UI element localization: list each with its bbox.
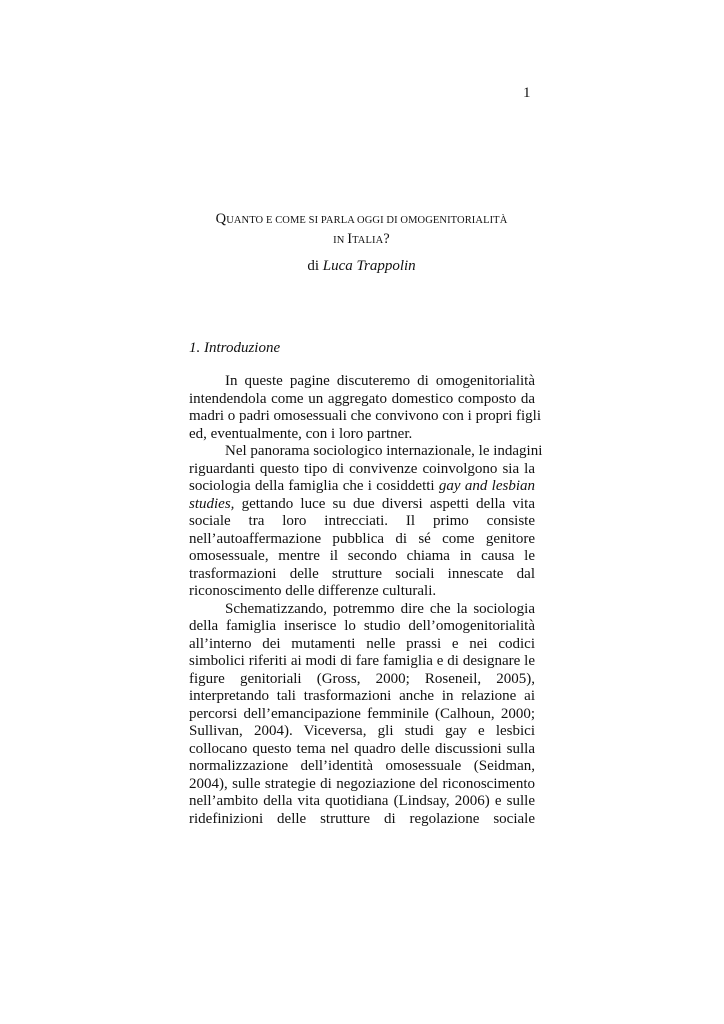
body-text-run: riguardanti questo tipo di convivenze coinvolgono sia la <box>189 460 535 477</box>
body-line <box>189 706 535 724</box>
body-line <box>189 513 535 531</box>
document-title <box>188 210 535 250</box>
body-text-run: riconoscimento delle differenze culturali. <box>189 583 437 599</box>
author-byline <box>188 258 535 275</box>
body-text-run: intendendola come un aggregato domestico composto da <box>189 390 535 407</box>
body-text-run: Schematizzando, potremmo dire che la sociologia <box>225 600 535 617</box>
body-line <box>189 618 535 636</box>
body-text-run: normalizzazione dell’identità omosessuale (Seidman, <box>189 758 535 774</box>
body-text-run: simbolici riferiti ai modi di fare famiglia e di designare le <box>189 653 535 669</box>
body-text-run: collocano questo tema nel quadro delle discussioni sulla <box>189 740 535 757</box>
body-text-run: 2004), sulle strategie di negoziazione del riconoscimento <box>189 775 535 792</box>
body-text-run: all’interno dei mutamenti nelle prassi e nei codici <box>189 635 535 652</box>
body-text <box>189 373 543 828</box>
body-line <box>189 496 535 514</box>
body-text-run: trasformazioni delle strutture sociali innescate dal <box>189 565 535 582</box>
body-line <box>189 443 543 461</box>
body-line <box>189 601 535 619</box>
author-name: Luca Trappolin <box>322 258 416 274</box>
body-text-run: sociologia della famiglia che i cosiddetti <box>189 478 439 494</box>
body-line <box>189 373 535 391</box>
body-line <box>189 548 535 566</box>
italic-text: gay and lesbian <box>438 478 535 494</box>
body-text-run: ridefinizioni delle strutture di regolazione sociale <box>189 810 535 827</box>
body-line <box>189 636 535 654</box>
title-part: IN <box>333 235 348 246</box>
body-line <box>189 811 535 829</box>
title-line-1 <box>188 210 535 230</box>
body-line <box>189 688 535 706</box>
title-part: ? <box>383 231 390 247</box>
body-line <box>189 741 535 759</box>
title-line-2 <box>188 230 535 250</box>
italic-text: studies, <box>189 495 235 512</box>
body-line <box>189 408 542 426</box>
body-text-run: nell’ambito della vita quotidiana (Lindsay, 2006) e sulle <box>189 793 535 809</box>
title-part: UANTO E COME SI PARLA OGGI DI OMOGENITORIALITÀ <box>226 215 508 226</box>
body-text-run: percorsi dell’emancipazione femminile (Calhoun, 2000; <box>189 705 535 722</box>
body-text-run: Sullivan, 2004). Viceversa, gli studi gay e lesbici <box>189 723 535 739</box>
body-line <box>189 426 535 444</box>
body-text-run: nell’autoaffermazione pubblica di sé come genitore <box>189 530 535 547</box>
body-line <box>189 723 535 741</box>
body-line <box>189 776 535 794</box>
title-part: I <box>347 231 353 247</box>
page-number: 1 <box>523 85 531 101</box>
body-text-run: interpretando tali trasformazioni anche in relazione ai <box>189 688 535 704</box>
body-line <box>189 671 535 689</box>
body-line <box>189 391 535 409</box>
body-line <box>189 478 535 496</box>
body-text-run: figure genitoriali (Gross, 2000; Roseneil, 2005), <box>189 670 535 687</box>
body-text-run: omosessuale, mentre il secondo chiama in causa le <box>189 548 535 564</box>
body-text-run: gettando luce su due diversi aspetti della vita <box>234 495 535 512</box>
body-line <box>189 793 535 811</box>
title-part: TALIA <box>352 235 384 246</box>
body-line <box>189 531 535 549</box>
byline-prefix: di <box>307 258 323 274</box>
body-line <box>189 566 535 584</box>
body-text-run: della famiglia inserisce lo studio dell’omogenitorialità <box>189 618 535 634</box>
body-text-run: madri o padri omosessuali che convivono con i propri figli <box>189 408 542 424</box>
body-text-run: ed, eventualmente, con i loro partner. <box>189 425 413 442</box>
body-text-run: sociale tra loro intrecciati. Il primo consiste <box>189 513 535 529</box>
body-line <box>189 758 535 776</box>
body-line <box>189 461 535 479</box>
title-part: Q <box>215 211 227 227</box>
body-line <box>189 653 535 671</box>
body-line <box>189 583 535 601</box>
body-text-run: Nel panorama sociologico internazionale, le indagini <box>225 443 543 459</box>
body-text-run: In queste pagine discuteremo di omogenitorialità <box>225 373 535 389</box>
section-heading: 1. Introduzione <box>189 340 281 356</box>
